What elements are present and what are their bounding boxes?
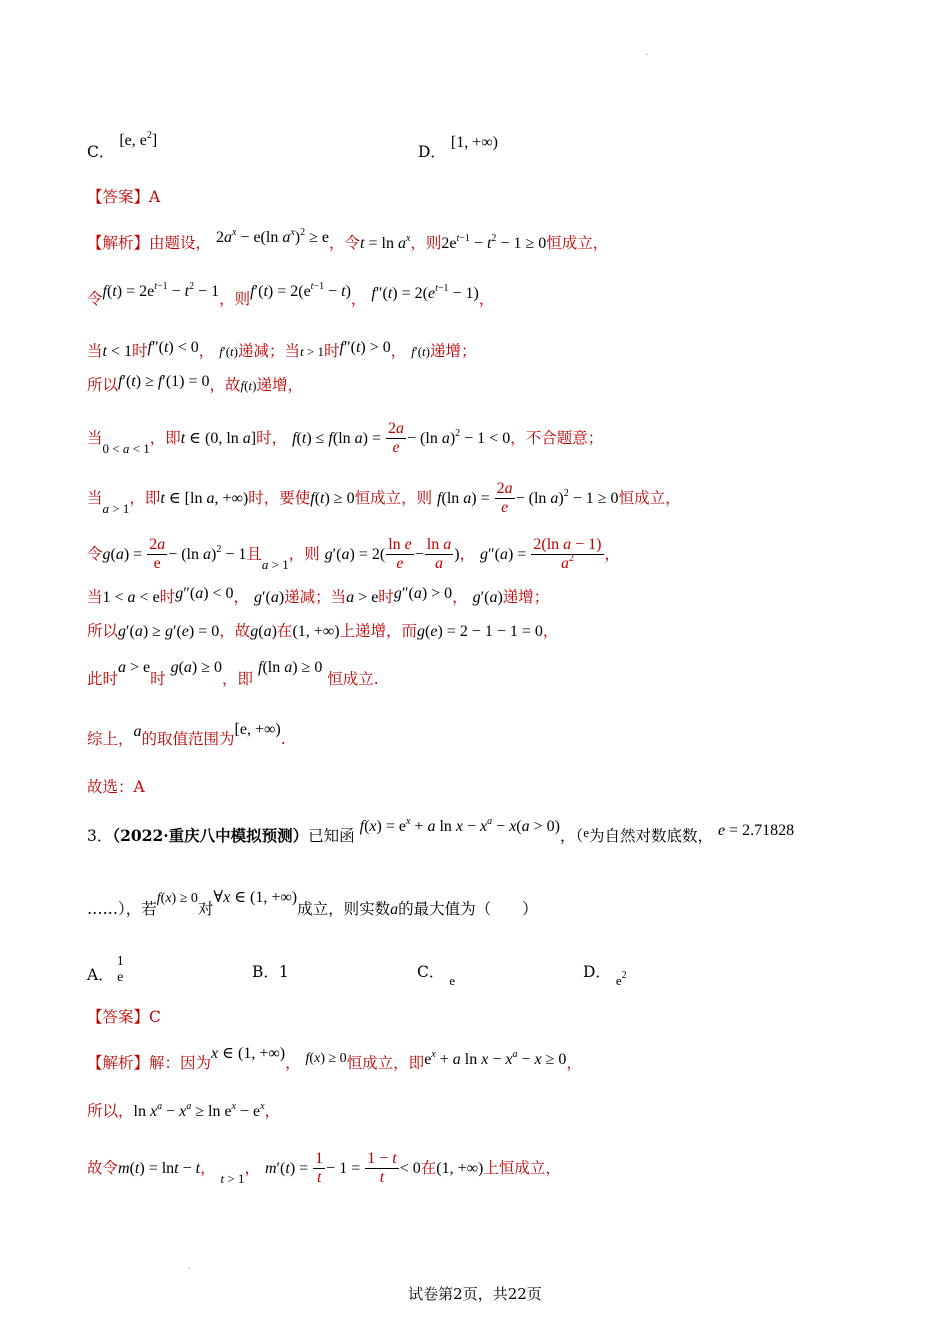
q3-answer-line: 【答案】C	[87, 1008, 161, 1026]
analysis-line-9: 所以g′(a) ≥ g′(e) = 0，故g(a)在(1, +∞)上递增，而g(e) = 2 − 1 − 1 = 0，	[87, 622, 559, 640]
q3-analysis-line-2: 所以，$\ln x^a - x^a \ge \ln e^x - e^x$，	[87, 1101, 281, 1120]
q3-option-c: C． $_e$	[417, 963, 456, 988]
scan-dot: .	[646, 48, 649, 57]
analysis-line-6: 当$_{a > 1}$，即t ∈ [ln a, +∞)时，要使f(t) ≥ 0恒成立，则 f(ln a) = $\frac{2a}{e}$ − (ln a)$^2$ − 1 ≥ 0恒成立，	[87, 480, 681, 517]
choice-line: 故选：A	[87, 778, 145, 796]
q3-option-d: D． $_{e^2}$	[583, 963, 627, 988]
option-label: D．	[418, 143, 446, 161]
option-c-prev	[87, 130, 158, 162]
answer-line: 【答案】A	[87, 188, 161, 206]
analysis-line-5: 当$_{0 < a < 1}$，即t ∈ (0, ln a]时， f(t) ≤ f(ln a) = $\frac{2a}{e}$ − (ln a)$^2$ − 1 < 0，不合题意；	[87, 420, 604, 457]
q3-option-b: B．1	[252, 963, 289, 981]
analysis-line-3: 当t < 1时f″(t) < 0， f′(t)递减；当t > 1时f″(t) > 0， f′(t)递增；	[87, 339, 477, 360]
page-footer: 试卷第2页，共22页	[408, 1285, 542, 1303]
analysis-line-2: 令$f(t) = 2e^{t-1} - t^2 - 1$，则$f'(t) = 2(e^{t-1} - t)$， $f''(t) = 2(e^{t-1} - 1)$，	[87, 281, 495, 308]
analysis-line-11: 综上，a的取值范围为[e, +∞).	[87, 721, 286, 748]
question-3-stem: 3．（2022·重庆八中模拟预测）已知函 $f(x) = e^x + a$ $\ln x - x^a - x(a > 0)$，（$^e$为自然对数底数， e = 2.71828	[87, 816, 795, 845]
option-value: [e, $e^2$]	[119, 130, 158, 149]
scan-dot: .	[188, 1262, 191, 1271]
q3-analysis-line-1: 【解析】解：因为x ∈ (1, +∞)， f(x) ≥ 0恒成立，即$e^x + a$ $\ln x - x^a - x \ge 0$，	[87, 1045, 582, 1072]
option-d-prev	[418, 134, 498, 162]
analysis-line-4: 所以f′(t) ≥ f′(1) = 0，故f(t)递增，	[87, 373, 303, 394]
analysis-line-1: 【解析】由题设， $2a^x - e(\ln$ $a^x)^2 \ge e$，令$t = \ln a^x$，则$2e^{t-1} - t^2 - 1 \ge 0$恒成立，	[87, 227, 609, 252]
option-label: C．	[87, 143, 115, 161]
q3-analysis-line-3: 故令m(t) = lnt − t， $_{t > 1}$， m′(t) = $\frac{1}{t}$ − 1 = $\frac{1 - t}{t}$ < 0在(1, +∞)上恒成立，	[87, 1150, 561, 1187]
analysis-line-8: 当1 < a < e时g″(a) < 0， g′(a)递减；当a > e时g″(a) > 0， g′(a)递增；	[87, 585, 550, 606]
question-3-stem-2: ……），若f(x) ≥ 0对∀x ∈ (1, +∞)成立，则实数a的最大值为（ ）	[87, 889, 538, 918]
analysis-line-7: 令g(a) = $\frac{2a}{e}$ − (ln a)$^2$ − 1且$_{a > 1}$，则 g′(a) = 2( $\frac{\text{ln e}}{e}$ − $\frac{\text{ln a}}{a}$ )， g″(a) = $\frac{\text{2(ln a − 1)}}{a^2}$ ，	[87, 536, 621, 573]
q3-option-a: A． 1 e	[87, 954, 124, 986]
analysis-line-10: 此时a > e时 g(a) ≥ 0，即 f(ln a) ≥ 0 恒成立.	[87, 659, 379, 688]
option-value: [1, +∞)	[450, 134, 498, 151]
